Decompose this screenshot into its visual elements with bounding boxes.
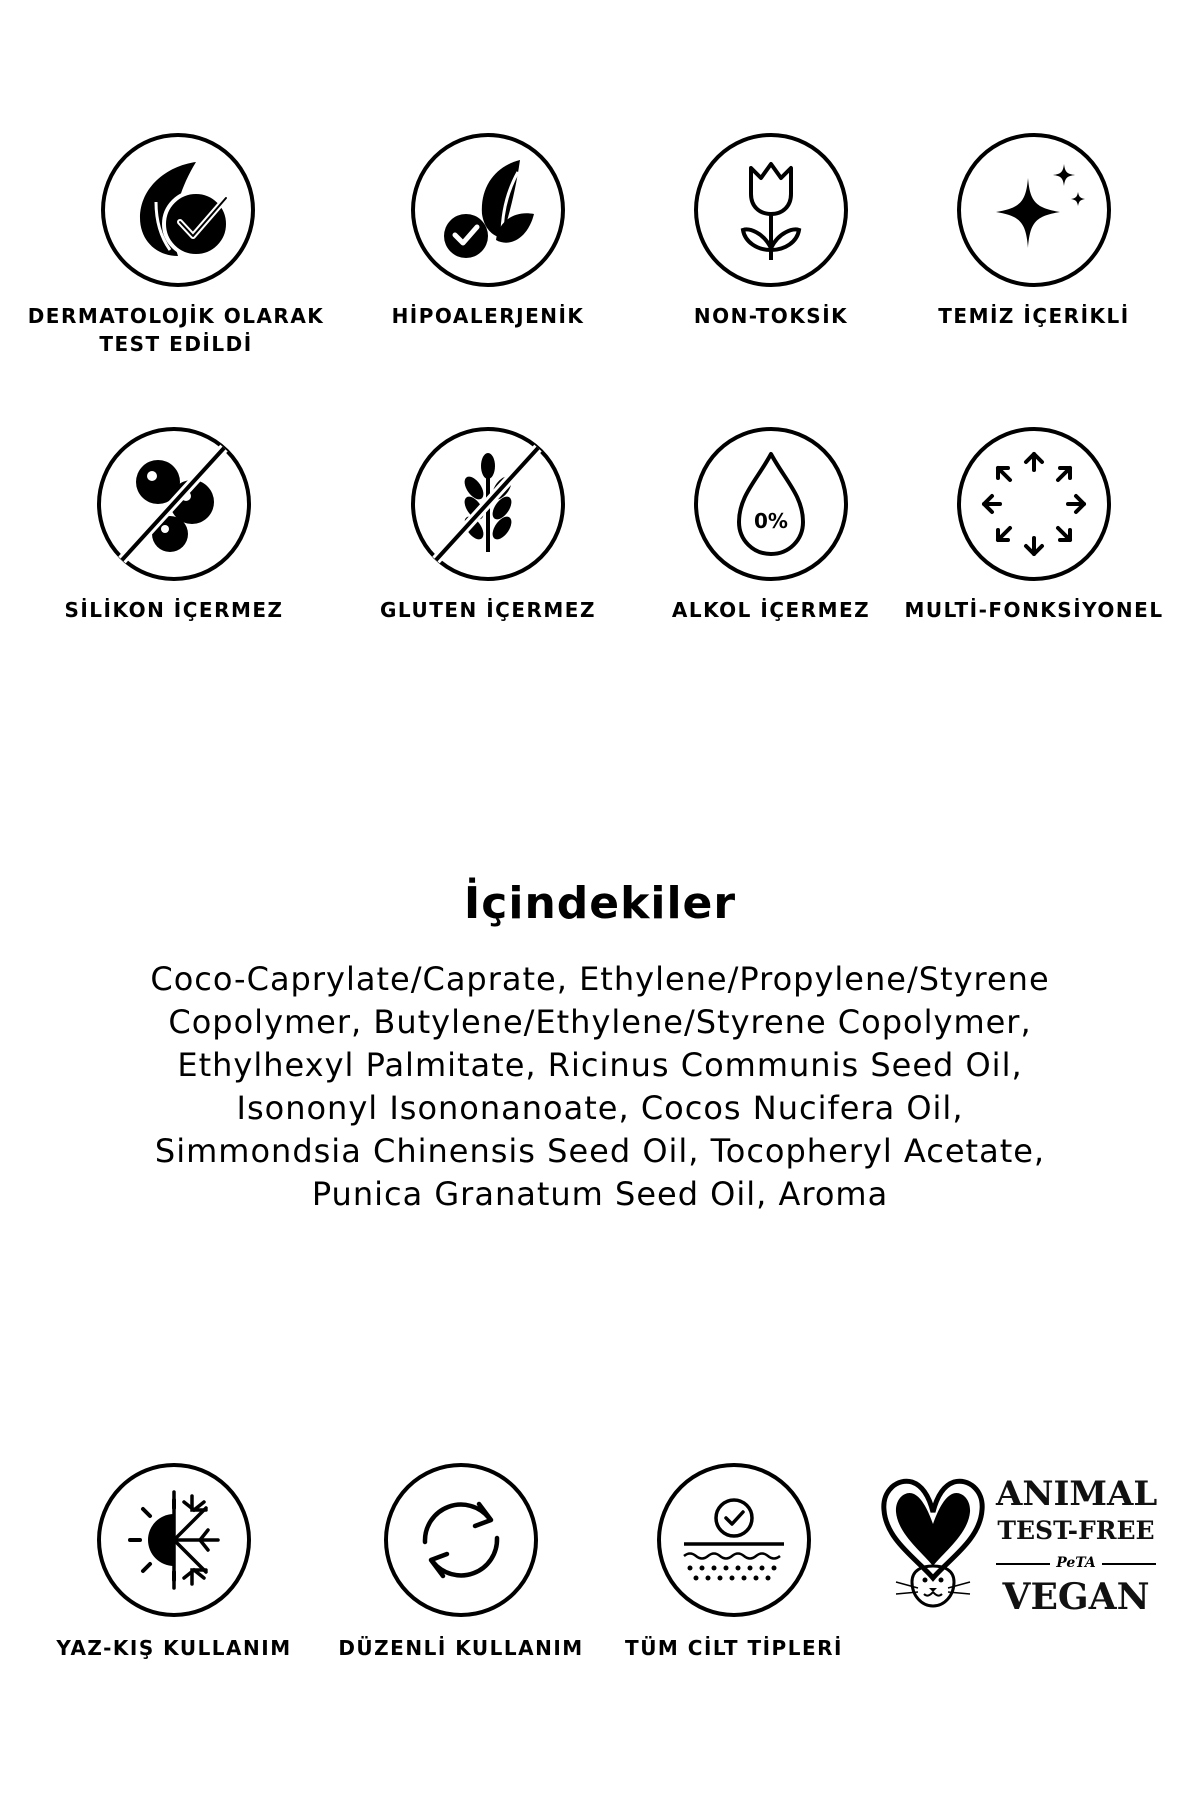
peta-divider [996, 1553, 1156, 1573]
skin-layers-icon [656, 1462, 812, 1618]
sun-snowflake-icon [96, 1462, 252, 1618]
sparkles-icon [956, 132, 1112, 288]
leaf-check-icon [100, 132, 256, 288]
ingredients-line: Copolymer, Butylene/Ethylene/Styrene Copolymer, [168, 1003, 1032, 1041]
peta-line-test-free: TEST-FREE [997, 1516, 1155, 1545]
feature-label-hypoallergenic: HİPOALERJENİK [391, 304, 585, 328]
ingredients-list [80, 958, 1120, 1216]
ingredients-line: Punica Granatum Seed Oil, Aroma [311, 1175, 889, 1213]
peta-vegan-badge [878, 1470, 1158, 1620]
ingredients-title: İçindekiler [463, 878, 737, 929]
feature-label-multifunctional: MULTİ-FONKSİYONEL [904, 598, 1164, 622]
refresh-icon [383, 1462, 539, 1618]
feature-label-dermatological: DERMATOLOJİK OLARAK TEST EDİLDİ [27, 304, 325, 356]
alcohol-free-badge: 0% [754, 509, 788, 533]
feature-label-silicone-free: SİLİKON İÇERMEZ [64, 598, 284, 622]
no-silicone-icon [96, 426, 252, 582]
feature-label-gluten-free: GLUTEN İÇERMEZ [380, 598, 596, 622]
tulip-icon [693, 132, 849, 288]
usage-label-regular-use: DÜZENLİ KULLANIM [338, 1636, 584, 1660]
multi-arrows-icon [956, 426, 1112, 582]
alcohol-free-drop-icon [693, 426, 849, 582]
peta-brand-text: PeTA [1056, 1555, 1096, 1571]
feature-label-alcohol-free: ALKOL İÇERMEZ [671, 598, 871, 622]
usage-label-all-skin-types: TÜM CİLT TİPLERİ [625, 1636, 843, 1660]
feature-label-non-toxic: NON-TOKSİK [693, 304, 849, 328]
ingredients-line: Coco-Caprylate/Caprate, Ethylene/Propylene/Styrene [150, 960, 1050, 998]
ingredients-line: Simmondsia Chinensis Seed Oil, Tocopheryl Acetate, [154, 1132, 1046, 1170]
peta-line-vegan: VEGAN [1002, 1576, 1150, 1618]
ingredients-line: Isononyl Isononanoate, Cocos Nucifera Oil, [236, 1089, 964, 1127]
peta-bunny-heart-icon [878, 1470, 988, 1620]
no-gluten-icon [410, 426, 566, 582]
feature-label-clean-ingredients: TEMİZ İÇERİKLİ [938, 304, 1130, 328]
leaves-check-icon [410, 132, 566, 288]
ingredients-line: Ethylhexyl Palmitate, Ricinus Communis Seed Oil, [177, 1046, 1023, 1084]
usage-label-summer-winter: YAZ-KIŞ KULLANIM [56, 1636, 292, 1660]
peta-line-animal: ANIMAL [996, 1474, 1158, 1514]
